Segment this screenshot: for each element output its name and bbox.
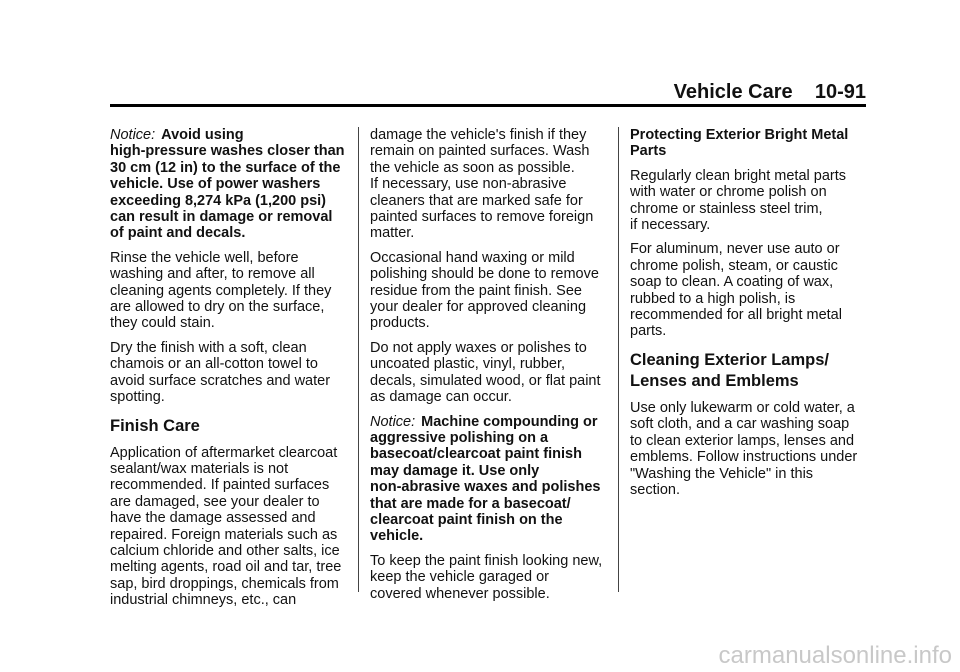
notice-compounding: Notice: Machine compounding or aggressive polishing on a basecoat/clearcoat paint finish may damage it. Use only non-abrasive waxes and polishes that are made for a basecoat/ clearcoat paint finish on the vehicle. <box>370 414 608 545</box>
watermark: carmanualsonline.info <box>718 642 952 669</box>
notice-line: Notice: Machine compounding or <box>370 413 598 430</box>
paragraph-dry: Dry the finish with a soft, clean chamois or an all-cotton towel to avoid surface scratches and water spotting. <box>110 339 331 406</box>
paragraph-rinse: Rinse the vehicle well, before washing and after, to remove all cleaning agents completely. If they are allowed to dry on the surface, they could stain. <box>110 249 332 332</box>
notice-line: high-pressure washes closer than <box>110 143 345 160</box>
paragraph-waxing: Occasional hand waxing or mild polishing should be done to remove residue from the paint finish. See your dealer for approved cleaning products. <box>370 249 599 332</box>
notice-label: Notice: <box>110 127 156 143</box>
paragraph-metal-clean: Regularly clean bright metal parts with water or chrome polish on chrome or stainless steel trim, if necessary. <box>630 167 846 234</box>
subheading-bright-metal: Protecting Exterior Bright Metal Parts <box>630 127 849 160</box>
page-header <box>110 80 866 104</box>
notice-line: 30 cm (12 in) to the surface of the <box>110 159 341 176</box>
paragraph-no-wax: Do not apply waxes or polishes to uncoated plastic, vinyl, rubber, decals, simulated wood, or flat paint as damage can occur. <box>370 339 601 406</box>
section-title: Vehicle Care <box>673 81 793 103</box>
notice-power-wash <box>110 127 348 242</box>
paragraph-keep-new: To keep the paint finish looking new, keep the vehicle garaged or covered whenever possible. <box>370 552 603 602</box>
notice-line: Notice: Avoid using <box>110 127 244 143</box>
column-divider-2 <box>618 127 619 592</box>
heading-exterior-lamps: Cleaning Exterior Lamps/ Lenses and Emblems <box>630 350 829 390</box>
header-title <box>674 80 866 104</box>
column-3 <box>630 127 866 506</box>
heading-finish-care: Finish Care <box>110 416 200 435</box>
paragraph-aluminum: For aluminum, never use auto or chrome polish, steam, or caustic soap to clean. A coating of wax, rubbed to a high polish, is recommended for all bright metal parts. <box>630 241 842 340</box>
page-number: 10-91 <box>814 81 866 103</box>
header-rule <box>110 104 866 107</box>
paragraph-lamps: Use only lukewarm or cold water, a soft cloth, and a car washing soap to clean exterior lamps, lenses and emblems. Follow instructions under "Washing the Vehicle" in this section. <box>630 399 858 498</box>
paragraph-damage: damage the vehicle's finish if they remain on painted surfaces. Wash the vehicle as soon as possible. If necessary, use non-abrasive cleaners that are marked safe for painted surfaces to remove foreign matter. <box>370 127 594 242</box>
notice-line: exceeding 8,274 kPa (1,200 psi) <box>110 192 327 209</box>
notice-label: Notice: <box>370 413 416 430</box>
column-2 <box>370 127 608 610</box>
paragraph-clearcoat: Application of aftermarket clearcoat sealant/wax materials is not recommended. If painted surfaces are damaged, see your dealer to have the damage assessed and repaired. Foreign materials such as calcium chloride and other salts, ice melting agents, road oil and tar, tree sap, bird droppings, chemicals from industrial chimneys, etc., can <box>110 444 342 609</box>
notice-line: vehicle. Use of power washers <box>110 176 321 193</box>
column-1 <box>110 127 348 617</box>
notice-line: can result in damage or removal <box>110 209 333 226</box>
column-divider-1 <box>358 127 359 592</box>
notice-line: of paint and decals. <box>110 225 246 242</box>
